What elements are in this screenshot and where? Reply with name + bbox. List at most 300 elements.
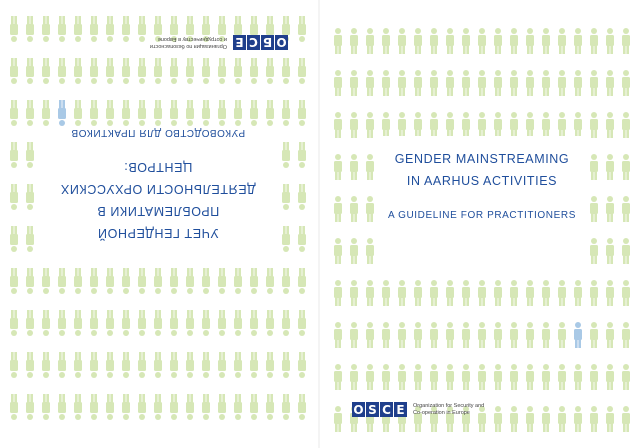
logo-letter: Е	[233, 35, 246, 50]
person-figure-icon	[334, 196, 342, 222]
person-figure-icon	[298, 352, 306, 378]
person-figure-icon	[494, 70, 502, 96]
russian-title-panel	[42, 128, 274, 258]
person-figure-icon	[430, 280, 438, 306]
person-figure-icon	[26, 58, 34, 84]
person-figure-icon	[106, 58, 114, 84]
person-figure-icon	[138, 394, 146, 420]
person-figure-icon	[10, 310, 18, 336]
person-figure-icon	[90, 268, 98, 294]
person-figure-icon	[510, 322, 518, 348]
person-figure-icon	[510, 406, 518, 432]
person-figure-icon	[494, 28, 502, 54]
person-figure-icon	[90, 310, 98, 336]
russian-subtitle: РУКОВОДСТВО ДЛЯ ПРАКТИКОВ	[70, 127, 246, 138]
english-title-line-1: GENDER MAINSTREAMING	[394, 152, 570, 166]
person-figure-icon	[282, 310, 290, 336]
person-figure-icon	[414, 70, 422, 96]
person-figure-icon	[478, 112, 486, 138]
person-figure-icon	[462, 70, 470, 96]
person-figure-icon	[42, 16, 50, 42]
person-figure-icon	[366, 154, 374, 180]
person-figure-icon	[282, 58, 290, 84]
person-figure-icon	[622, 280, 630, 306]
english-title-panel	[376, 136, 588, 264]
person-figure-icon	[298, 226, 306, 252]
person-figure-icon	[366, 196, 374, 222]
person-figure-icon	[606, 364, 614, 390]
person-figure-icon	[234, 58, 242, 84]
person-figure-icon	[42, 310, 50, 336]
person-figure-icon	[526, 406, 534, 432]
person-figure-icon	[266, 58, 274, 84]
person-figure-icon	[350, 364, 358, 390]
person-figure-icon	[282, 100, 290, 126]
person-figure-icon	[282, 142, 290, 168]
person-figure-icon	[74, 268, 82, 294]
person-figure-icon	[154, 352, 162, 378]
person-figure-icon	[574, 322, 582, 348]
person-figure-icon	[558, 406, 566, 432]
person-figure-icon	[382, 322, 390, 348]
person-figure-icon	[170, 310, 178, 336]
person-figure-icon	[74, 16, 82, 42]
person-figure-icon	[138, 16, 146, 42]
person-figure-icon	[58, 268, 66, 294]
person-figure-icon	[26, 310, 34, 336]
person-figure-icon	[186, 100, 194, 126]
person-figure-icon	[574, 364, 582, 390]
person-figure-icon	[622, 322, 630, 348]
org-line-2: и сотрудничеству в Европе	[157, 36, 227, 43]
russian-title-line-3: ДЕЯТЕЛЬНОСТИ ОРХУССКИХ	[60, 182, 256, 196]
person-figure-icon	[414, 112, 422, 138]
person-figure-icon	[218, 352, 226, 378]
person-figure-icon	[446, 112, 454, 138]
person-figure-icon	[590, 322, 598, 348]
person-figure-icon	[218, 58, 226, 84]
person-figure-icon	[430, 28, 438, 54]
russian-title-line-1: УЧЕТ ГЕНДЕРНОЙ	[97, 226, 219, 240]
person-figure-icon	[398, 280, 406, 306]
person-figure-icon	[266, 352, 274, 378]
person-figure-icon	[398, 364, 406, 390]
person-figure-icon	[250, 310, 258, 336]
person-figure-icon	[218, 100, 226, 126]
person-figure-icon	[138, 100, 146, 126]
person-figure-icon	[558, 322, 566, 348]
person-figure-icon	[526, 280, 534, 306]
person-figure-icon	[622, 406, 630, 432]
person-figure-icon	[26, 16, 34, 42]
person-figure-icon	[186, 394, 194, 420]
person-figure-icon	[350, 238, 358, 264]
person-figure-icon	[334, 70, 342, 96]
person-figure-icon	[446, 364, 454, 390]
logo-letter: Б	[262, 35, 273, 50]
person-figure-icon	[250, 394, 258, 420]
person-figure-icon	[42, 352, 50, 378]
person-figure-icon	[154, 394, 162, 420]
person-figure-icon	[574, 70, 582, 96]
person-figure-icon	[10, 142, 18, 168]
person-figure-icon	[26, 184, 34, 210]
person-figure-icon	[154, 310, 162, 336]
russian-title-line-2: ПРОБЛЕМАТИКИ В	[96, 204, 220, 218]
english-subtitle: A GUIDELINE FOR PRACTITIONERS	[388, 210, 576, 221]
org-line-1: Organization for Security and	[413, 402, 485, 409]
person-figure-icon	[430, 112, 438, 138]
english-title-line-2: IN AARHUS ACTIVITIES	[406, 174, 558, 188]
person-figure-icon	[510, 112, 518, 138]
person-figure-icon	[622, 28, 630, 54]
person-figure-icon	[366, 364, 374, 390]
logo-letter: E	[394, 402, 407, 417]
person-figure-icon	[10, 352, 18, 378]
person-figure-icon	[266, 310, 274, 336]
person-figure-icon	[558, 280, 566, 306]
person-figure-icon	[558, 364, 566, 390]
person-figure-icon	[606, 154, 614, 180]
person-figure-icon	[10, 58, 18, 84]
org-line-2: Co-operation in Europe	[413, 409, 470, 416]
person-figure-icon	[74, 100, 82, 126]
person-figure-icon	[382, 70, 390, 96]
logo-letter: C	[380, 402, 393, 417]
person-figure-icon	[606, 406, 614, 432]
person-figure-icon	[234, 268, 242, 294]
person-figure-icon	[218, 268, 226, 294]
person-figure-icon	[122, 352, 130, 378]
person-figure-icon	[26, 394, 34, 420]
person-figure-icon	[10, 268, 18, 294]
person-figure-icon	[510, 28, 518, 54]
person-figure-icon	[234, 352, 242, 378]
person-figure-icon	[526, 112, 534, 138]
person-figure-icon	[366, 280, 374, 306]
person-figure-icon	[350, 70, 358, 96]
person-figure-icon	[574, 406, 582, 432]
person-figure-icon	[510, 70, 518, 96]
person-figure-icon	[90, 16, 98, 42]
person-figure-icon	[106, 268, 114, 294]
person-figure-icon	[590, 280, 598, 306]
person-figure-icon	[298, 310, 306, 336]
person-figure-icon	[446, 70, 454, 96]
person-figure-icon	[494, 280, 502, 306]
person-figure-icon	[10, 394, 18, 420]
person-figure-icon	[334, 238, 342, 264]
person-figure-icon	[170, 352, 178, 378]
person-figure-icon	[606, 322, 614, 348]
person-figure-icon	[462, 112, 470, 138]
person-figure-icon	[282, 184, 290, 210]
person-figure-icon	[298, 268, 306, 294]
org-line-1: Организация по безопасности	[149, 43, 227, 50]
person-figure-icon	[106, 310, 114, 336]
person-figure-icon	[138, 310, 146, 336]
person-figure-icon	[478, 364, 486, 390]
person-figure-icon	[74, 352, 82, 378]
person-figure-icon	[90, 58, 98, 84]
person-figure-icon	[478, 70, 486, 96]
person-figure-icon	[58, 352, 66, 378]
person-figure-icon	[366, 322, 374, 348]
person-figure-icon	[542, 28, 550, 54]
person-figure-icon	[186, 352, 194, 378]
person-figure-icon	[74, 58, 82, 84]
person-figure-icon	[26, 352, 34, 378]
person-figure-icon	[398, 70, 406, 96]
person-figure-icon	[106, 352, 114, 378]
person-figure-icon	[282, 352, 290, 378]
person-figure-icon	[186, 310, 194, 336]
person-figure-icon	[510, 364, 518, 390]
person-figure-icon	[542, 70, 550, 96]
osce-logo-boxes-en	[352, 402, 407, 417]
person-figure-icon	[234, 394, 242, 420]
person-figure-icon	[622, 112, 630, 138]
person-figure-icon	[334, 322, 342, 348]
person-figure-icon	[430, 70, 438, 96]
person-figure-icon	[606, 28, 614, 54]
person-figure-icon	[282, 268, 290, 294]
person-figure-icon	[350, 196, 358, 222]
person-figure-icon	[590, 28, 598, 54]
person-figure-icon	[382, 280, 390, 306]
osce-logo-en	[352, 402, 493, 417]
person-figure-icon	[590, 70, 598, 96]
person-figure-icon	[446, 280, 454, 306]
person-figure-icon	[90, 352, 98, 378]
person-figure-icon	[298, 142, 306, 168]
person-figure-icon	[250, 100, 258, 126]
person-figure-icon	[622, 70, 630, 96]
person-figure-icon	[266, 100, 274, 126]
person-figure-icon	[622, 154, 630, 180]
person-figure-icon	[590, 112, 598, 138]
person-figure-icon	[334, 112, 342, 138]
person-figure-icon	[202, 268, 210, 294]
person-figure-icon	[366, 238, 374, 264]
person-figure-icon	[334, 28, 342, 54]
logo-letter: O	[353, 402, 364, 417]
person-figure-icon	[350, 280, 358, 306]
russian-title-line-4: ЦЕНТРОВ:	[123, 160, 193, 174]
person-figure-icon	[574, 112, 582, 138]
person-figure-icon	[366, 112, 374, 138]
person-figure-icon	[382, 112, 390, 138]
person-figure-icon	[58, 58, 66, 84]
person-figure-icon	[494, 112, 502, 138]
person-figure-icon	[58, 394, 66, 420]
person-figure-icon	[542, 406, 550, 432]
person-figure-icon	[26, 142, 34, 168]
person-figure-icon	[74, 394, 82, 420]
person-figure-icon	[494, 406, 502, 432]
person-figure-icon	[462, 322, 470, 348]
person-figure-icon	[478, 322, 486, 348]
person-figure-icon	[154, 268, 162, 294]
person-figure-icon	[58, 310, 66, 336]
person-figure-icon	[266, 268, 274, 294]
person-figure-icon	[526, 322, 534, 348]
person-figure-icon	[398, 112, 406, 138]
english-cover	[320, 0, 640, 448]
person-figure-icon	[494, 364, 502, 390]
person-figure-icon	[334, 280, 342, 306]
person-figure-icon	[154, 58, 162, 84]
person-figure-icon	[10, 184, 18, 210]
person-figure-icon	[606, 70, 614, 96]
logo-letter: О	[276, 35, 287, 50]
person-figure-icon	[414, 364, 422, 390]
person-figure-icon	[42, 268, 50, 294]
person-figure-icon	[606, 196, 614, 222]
logo-letter: S	[366, 402, 379, 417]
person-figure-icon	[26, 100, 34, 126]
person-figure-icon	[10, 226, 18, 252]
person-figure-icon	[334, 364, 342, 390]
person-figure-icon	[138, 268, 146, 294]
person-figure-icon	[350, 154, 358, 180]
person-figure-icon	[398, 322, 406, 348]
person-figure-icon	[366, 28, 374, 54]
person-figure-icon	[558, 28, 566, 54]
person-figure-icon	[414, 280, 422, 306]
person-figure-icon	[170, 100, 178, 126]
person-figure-icon	[298, 100, 306, 126]
person-figure-icon	[446, 28, 454, 54]
person-figure-icon	[122, 310, 130, 336]
logo-letter: С	[247, 35, 260, 50]
person-figure-icon	[170, 394, 178, 420]
person-figure-icon	[74, 310, 82, 336]
person-figure-icon	[542, 112, 550, 138]
person-figure-icon	[58, 100, 66, 126]
person-figure-icon	[574, 28, 582, 54]
person-figure-icon	[606, 112, 614, 138]
person-figure-icon	[350, 28, 358, 54]
person-figure-icon	[282, 226, 290, 252]
person-figure-icon	[350, 322, 358, 348]
person-figure-icon	[202, 58, 210, 84]
person-figure-icon	[494, 322, 502, 348]
person-figure-icon	[234, 310, 242, 336]
person-figure-icon	[558, 112, 566, 138]
person-figure-icon	[154, 100, 162, 126]
person-figure-icon	[526, 364, 534, 390]
person-figure-icon	[250, 352, 258, 378]
person-figure-icon	[558, 70, 566, 96]
person-figure-icon	[10, 100, 18, 126]
person-figure-icon	[478, 28, 486, 54]
person-figure-icon	[106, 100, 114, 126]
org-name-ru	[147, 36, 227, 50]
person-figure-icon	[606, 280, 614, 306]
person-figure-icon	[590, 154, 598, 180]
person-figure-icon	[590, 238, 598, 264]
person-figure-icon	[510, 280, 518, 306]
person-figure-icon	[170, 268, 178, 294]
person-figure-icon	[622, 364, 630, 390]
person-figure-icon	[350, 112, 358, 138]
person-figure-icon	[430, 364, 438, 390]
person-figure-icon	[186, 58, 194, 84]
person-figure-icon	[590, 406, 598, 432]
person-figure-icon	[430, 322, 438, 348]
person-figure-icon	[574, 280, 582, 306]
person-figure-icon	[218, 310, 226, 336]
person-figure-icon	[462, 280, 470, 306]
person-figure-icon	[250, 268, 258, 294]
person-figure-icon	[122, 268, 130, 294]
person-figure-icon	[414, 322, 422, 348]
person-figure-icon	[622, 238, 630, 264]
person-figure-icon	[26, 268, 34, 294]
person-figure-icon	[366, 70, 374, 96]
person-figure-icon	[42, 58, 50, 84]
person-figure-icon	[382, 364, 390, 390]
person-figure-icon	[298, 16, 306, 42]
person-figure-icon	[122, 100, 130, 126]
person-figure-icon	[26, 226, 34, 252]
person-figure-icon	[334, 154, 342, 180]
person-figure-icon	[298, 184, 306, 210]
person-figure-icon	[202, 310, 210, 336]
person-figure-icon	[42, 394, 50, 420]
person-figure-icon	[218, 394, 226, 420]
person-figure-icon	[58, 16, 66, 42]
person-figure-icon	[42, 100, 50, 126]
person-figure-icon	[90, 100, 98, 126]
person-figure-icon	[202, 394, 210, 420]
person-figure-icon	[202, 100, 210, 126]
person-figure-icon	[298, 58, 306, 84]
person-figure-icon	[590, 364, 598, 390]
person-figure-icon	[106, 16, 114, 42]
person-figure-icon	[282, 394, 290, 420]
person-figure-icon	[10, 16, 18, 42]
person-figure-icon	[590, 196, 598, 222]
person-figure-icon	[106, 394, 114, 420]
person-figure-icon	[122, 394, 130, 420]
person-figure-icon	[170, 58, 178, 84]
person-figure-icon	[382, 28, 390, 54]
person-figure-icon	[334, 406, 342, 432]
person-figure-icon	[202, 352, 210, 378]
person-figure-icon	[462, 28, 470, 54]
person-figure-icon	[526, 28, 534, 54]
person-figure-icon	[398, 28, 406, 54]
person-figure-icon	[526, 70, 534, 96]
person-figure-icon	[138, 58, 146, 84]
person-figure-icon	[266, 394, 274, 420]
person-figure-icon	[542, 364, 550, 390]
person-figure-icon	[250, 58, 258, 84]
person-figure-icon	[186, 268, 194, 294]
person-figure-icon	[138, 352, 146, 378]
person-figure-icon	[478, 280, 486, 306]
org-name-en	[413, 403, 493, 417]
osce-logo-boxes-ru	[233, 35, 288, 50]
person-figure-icon	[606, 238, 614, 264]
person-figure-icon	[462, 364, 470, 390]
person-figure-icon	[622, 196, 630, 222]
person-figure-icon	[542, 280, 550, 306]
person-figure-icon	[414, 28, 422, 54]
person-figure-icon	[446, 322, 454, 348]
